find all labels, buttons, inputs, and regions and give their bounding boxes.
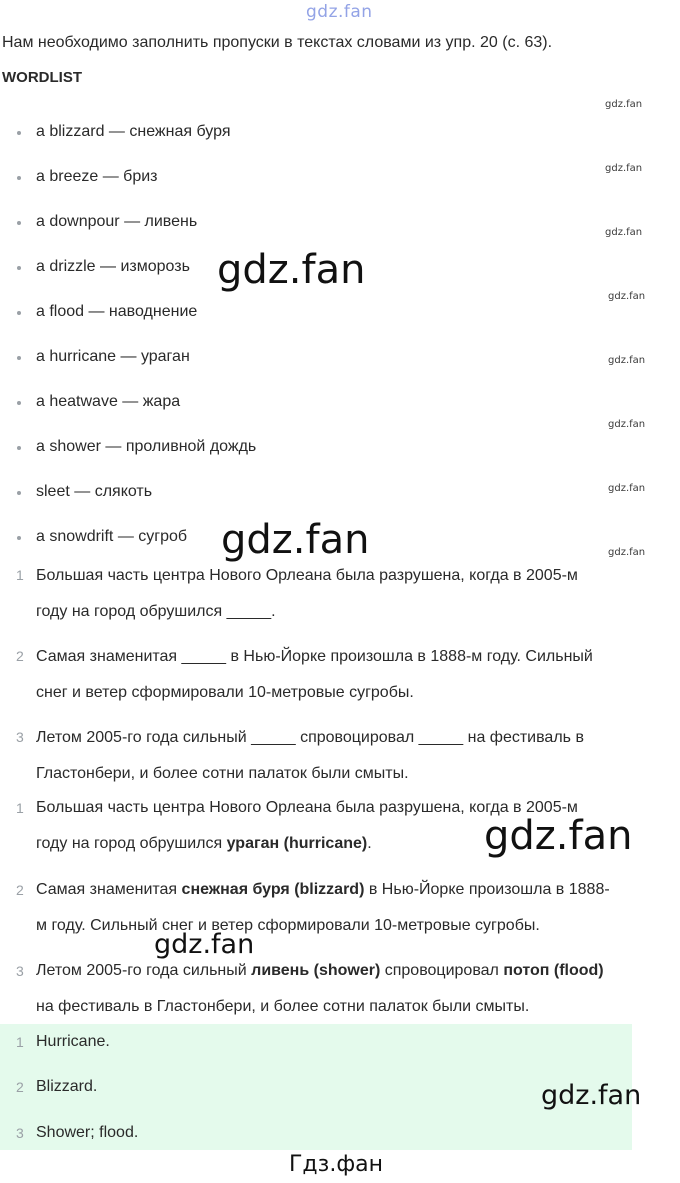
answer-word: снежная буря (blizzard) (181, 881, 365, 898)
wordlist-entry: a drizzle — изморозь (36, 258, 190, 275)
bullet-icon (17, 356, 21, 360)
list-item (0, 211, 400, 235)
watermark-top: gdz.fan (306, 2, 373, 22)
answer-text: Blizzard. (36, 1078, 98, 1095)
list-item (0, 391, 400, 415)
watermark: gdz.fan (605, 227, 643, 238)
watermark: gdz.fan (608, 355, 646, 366)
answer-number: 2 (16, 882, 24, 898)
list-item (0, 436, 400, 460)
task-line: году на город обрушился _____. (36, 603, 276, 620)
wordlist-entry: a blizzard — снежная буря (36, 123, 231, 140)
footer-logo: Гдз.фан (289, 1152, 383, 1177)
list-item (0, 301, 400, 325)
wordlist-entry: a breeze — бриз (36, 168, 158, 185)
answer-word: потоп (flood) (503, 962, 604, 979)
wordlist-entry: a shower — проливной дождь (36, 438, 257, 455)
task-paragraph (36, 720, 680, 792)
answer-number: 2 (16, 1079, 24, 1095)
wordlist-entry: a flood — наводнение (36, 303, 198, 320)
task-line: Самая знаменитая _____ в Нью-Йорке произошла в 1888-м году. Сильный (36, 648, 593, 665)
task-line: Летом 2005-го года сильный _____ спровоцировал _____ на фестиваль в (36, 729, 584, 746)
wordlist-heading: WORDLIST (2, 69, 82, 86)
answer-number: 3 (16, 1125, 24, 1141)
filled-line: Большая часть центра Нового Орлеана была разрушена, когда в 2005-м (36, 799, 578, 816)
watermark: gdz.fan (154, 929, 255, 960)
list-item (0, 121, 400, 145)
filled-line: м году. Сильный снег и ветер сформировали 10-метровые сугробы. (36, 917, 540, 934)
intro-text: Нам необходимо заполнить пропуски в текстах словами из упр. 20 (с. 63). (2, 34, 553, 51)
task-paragraph (36, 558, 680, 630)
watermark: gdz.fan (608, 483, 646, 494)
filled-line: Летом 2005-го года сильный ливень (shower) спровоцировал потоп (flood) (36, 962, 604, 979)
answer-number: 1 (16, 800, 24, 816)
task-paragraph (36, 639, 680, 711)
watermark: gdz.fan (221, 517, 370, 563)
wordlist-entry: sleet — слякоть (36, 483, 153, 500)
task-number: 2 (16, 648, 24, 664)
filled-line: на фестиваль в Гластонбери, и более сотни палаток были смыты. (36, 998, 530, 1015)
wordlist-entry: a hurricane — ураган (36, 348, 190, 365)
watermark: gdz.fan (541, 1080, 642, 1111)
filled-line: Самая знаменитая снежная буря (blizzard) в Нью-Йорке произошла в 1888- (36, 881, 610, 898)
list-item (0, 481, 400, 505)
filled-paragraph (36, 953, 680, 1025)
answer-number: 3 (16, 963, 24, 979)
watermark: gdz.fan (217, 247, 366, 293)
watermark: gdz.fan (605, 99, 643, 110)
filled-line: году на город обрушился ураган (hurricane). (36, 835, 372, 852)
bullet-icon (17, 401, 21, 405)
task-line: Большая часть центра Нового Орлеана была разрушена, когда в 2005-м (36, 567, 578, 584)
watermark: gdz.fan (608, 419, 646, 430)
answer-word: ливень (shower) (251, 962, 381, 979)
filled-paragraph (36, 872, 680, 944)
answer-number: 1 (16, 1034, 24, 1050)
watermark: gdz.fan (608, 547, 646, 558)
watermark: gdz.fan (484, 813, 633, 859)
bullet-icon (17, 536, 21, 540)
task-line: Гластонбери, и более сотни палаток были смыты. (36, 765, 409, 782)
wordlist-entry: a heatwave — жара (36, 393, 181, 410)
bullet-icon (17, 311, 21, 315)
answer-text: Shower; flood. (36, 1124, 139, 1141)
bullet-icon (17, 491, 21, 495)
bullet-icon (17, 221, 21, 225)
bullet-icon (17, 131, 21, 135)
bullet-icon (17, 266, 21, 270)
list-item (0, 166, 400, 190)
bullet-icon (17, 176, 21, 180)
watermark: gdz.fan (608, 291, 646, 302)
watermark: gdz.fan (605, 163, 643, 174)
wordlist-entry: a snowdrift — сугроб (36, 528, 188, 545)
task-line: снег и ветер сформировали 10-метровые сугробы. (36, 684, 414, 701)
answer-text: Hurricane. (36, 1033, 110, 1050)
task-number: 3 (16, 729, 24, 745)
wordlist-entry: a downpour — ливень (36, 213, 198, 230)
list-item (0, 346, 400, 370)
task-number: 1 (16, 567, 24, 583)
answer-word: ураган (hurricane) (226, 835, 368, 852)
bullet-icon (17, 446, 21, 450)
